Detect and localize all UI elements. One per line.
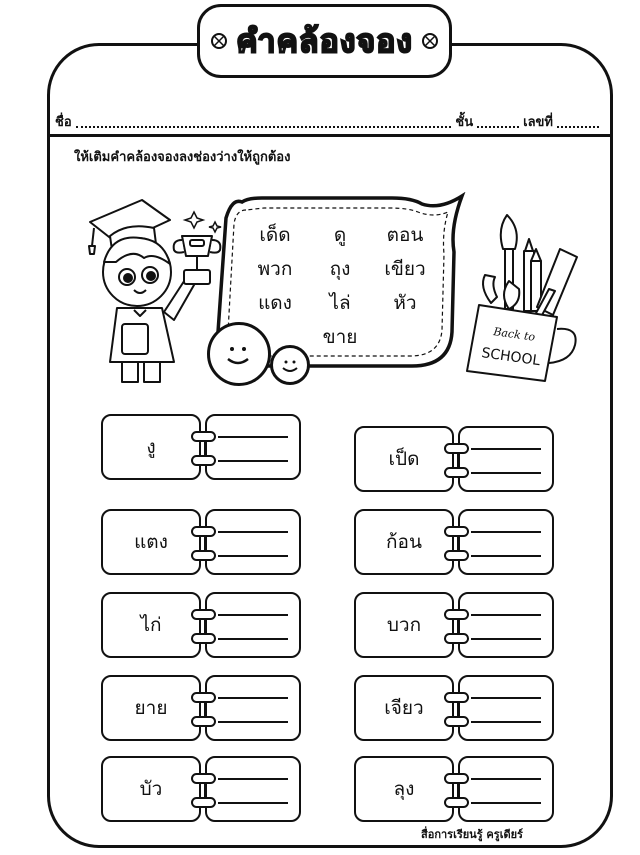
- binder-ring-icon: [444, 716, 469, 727]
- word-bank-item: ขาย: [322, 326, 358, 348]
- answer-line[interactable]: [218, 802, 288, 804]
- card-answer-area[interactable]: [205, 414, 301, 480]
- word-bank-item: ถุง: [329, 258, 351, 280]
- answer-line[interactable]: [471, 638, 541, 640]
- card-answer-area[interactable]: [205, 592, 301, 658]
- instruction-text: ให้เติมคำคล้องจองลงช่องว่างให้ถูกต้อง: [74, 150, 291, 165]
- rhyme-card: [354, 756, 554, 822]
- rhyme-card: [354, 509, 554, 575]
- rhyme-card: [101, 592, 301, 658]
- card-word: ไก่: [101, 592, 201, 658]
- answer-line[interactable]: [471, 555, 541, 557]
- card-answer-area[interactable]: [458, 675, 554, 741]
- binder-ring-icon: [191, 633, 216, 644]
- word-bank-item: ไล่: [329, 292, 351, 314]
- card-word: เป็ด: [354, 426, 454, 492]
- name-field[interactable]: [76, 126, 452, 128]
- binder-ring-icon: [444, 633, 469, 644]
- class-field[interactable]: [477, 126, 519, 128]
- binder-ring-icon: [191, 526, 216, 537]
- crosshair-icon: [421, 32, 439, 50]
- card-answer-area[interactable]: [458, 426, 554, 492]
- binder-ring-icon: [444, 797, 469, 808]
- binder-ring-icon: [191, 550, 216, 561]
- card-answer-area[interactable]: [205, 756, 301, 822]
- word-bank-item: ดู: [333, 224, 347, 246]
- answer-line[interactable]: [471, 448, 541, 450]
- card-word: บัว: [101, 756, 201, 822]
- card-answer-area[interactable]: [458, 509, 554, 575]
- word-bank: [240, 222, 440, 350]
- binder-ring-icon: [191, 692, 216, 703]
- answer-line[interactable]: [471, 697, 541, 699]
- rhyme-card: [354, 426, 554, 492]
- binder-ring-icon: [444, 773, 469, 784]
- worksheet-title: คำคล้องจอง: [236, 21, 413, 60]
- answer-line[interactable]: [471, 778, 541, 780]
- answer-line[interactable]: [471, 614, 541, 616]
- binder-ring-icon: [191, 455, 216, 466]
- rhyme-card: [354, 592, 554, 658]
- word-bank-item: หัว: [393, 292, 417, 314]
- word-bank-item: แดง: [258, 292, 292, 314]
- binder-ring-icon: [444, 550, 469, 561]
- mug-text-back-to: Back to: [492, 325, 536, 344]
- word-bank-item: พวก: [257, 258, 293, 280]
- card-word: บวก: [354, 592, 454, 658]
- binder-ring-icon: [191, 797, 216, 808]
- card-word: ก้อน: [354, 509, 454, 575]
- card-answer-area[interactable]: [205, 675, 301, 741]
- binder-ring-icon: [444, 443, 469, 454]
- card-word: งู: [101, 414, 201, 480]
- word-bank-item: เขียว: [384, 258, 426, 280]
- binder-ring-icon: [444, 467, 469, 478]
- binder-ring-icon: [444, 692, 469, 703]
- answer-line[interactable]: [218, 721, 288, 723]
- number-label: เลขที่: [523, 115, 553, 130]
- binder-ring-icon: [191, 609, 216, 620]
- binder-ring-icon: [191, 716, 216, 727]
- mug-text-school: SCHOOL: [480, 345, 542, 370]
- credit-text: สื่อการเรียนรู้ ครูเดียร์: [421, 828, 523, 841]
- binder-ring-icon: [191, 431, 216, 442]
- binder-ring-icon: [444, 526, 469, 537]
- answer-line[interactable]: [218, 614, 288, 616]
- smiley-face-icon: [270, 345, 310, 385]
- card-word: ยาย: [101, 675, 201, 741]
- answer-line[interactable]: [218, 555, 288, 557]
- title-banner: [197, 4, 452, 78]
- word-bank-item: เด็ด: [259, 224, 291, 246]
- answer-line[interactable]: [471, 472, 541, 474]
- card-word: แตง: [101, 509, 201, 575]
- smiley-face-icon: [207, 322, 271, 386]
- answer-line[interactable]: [471, 721, 541, 723]
- rhyme-card: [101, 675, 301, 741]
- crosshair-icon: [210, 32, 228, 50]
- answer-line[interactable]: [218, 531, 288, 533]
- answer-line[interactable]: [471, 531, 541, 533]
- rhyme-card: [101, 509, 301, 575]
- name-label: ชื่อ: [55, 115, 72, 130]
- rhyme-card: [101, 756, 301, 822]
- binder-ring-icon: [444, 609, 469, 620]
- answer-line[interactable]: [471, 802, 541, 804]
- word-bank-item: ตอน: [386, 224, 424, 246]
- card-answer-area[interactable]: [458, 756, 554, 822]
- answer-line[interactable]: [218, 638, 288, 640]
- rhyme-card: [354, 675, 554, 741]
- card-word: ลุง: [354, 756, 454, 822]
- back-to-school-mug-illustration: [445, 205, 590, 385]
- card-answer-area[interactable]: [458, 592, 554, 658]
- header-divider: [48, 134, 612, 137]
- class-label: ชั้น: [455, 115, 474, 130]
- answer-line[interactable]: [218, 697, 288, 699]
- binder-ring-icon: [191, 773, 216, 784]
- card-answer-area[interactable]: [205, 509, 301, 575]
- answer-line[interactable]: [218, 460, 288, 462]
- card-word: เจียว: [354, 675, 454, 741]
- student-info-row: [55, 104, 603, 132]
- number-field[interactable]: [557, 126, 599, 128]
- rhyme-card: [101, 414, 301, 480]
- answer-line[interactable]: [218, 778, 288, 780]
- answer-line[interactable]: [218, 436, 288, 438]
